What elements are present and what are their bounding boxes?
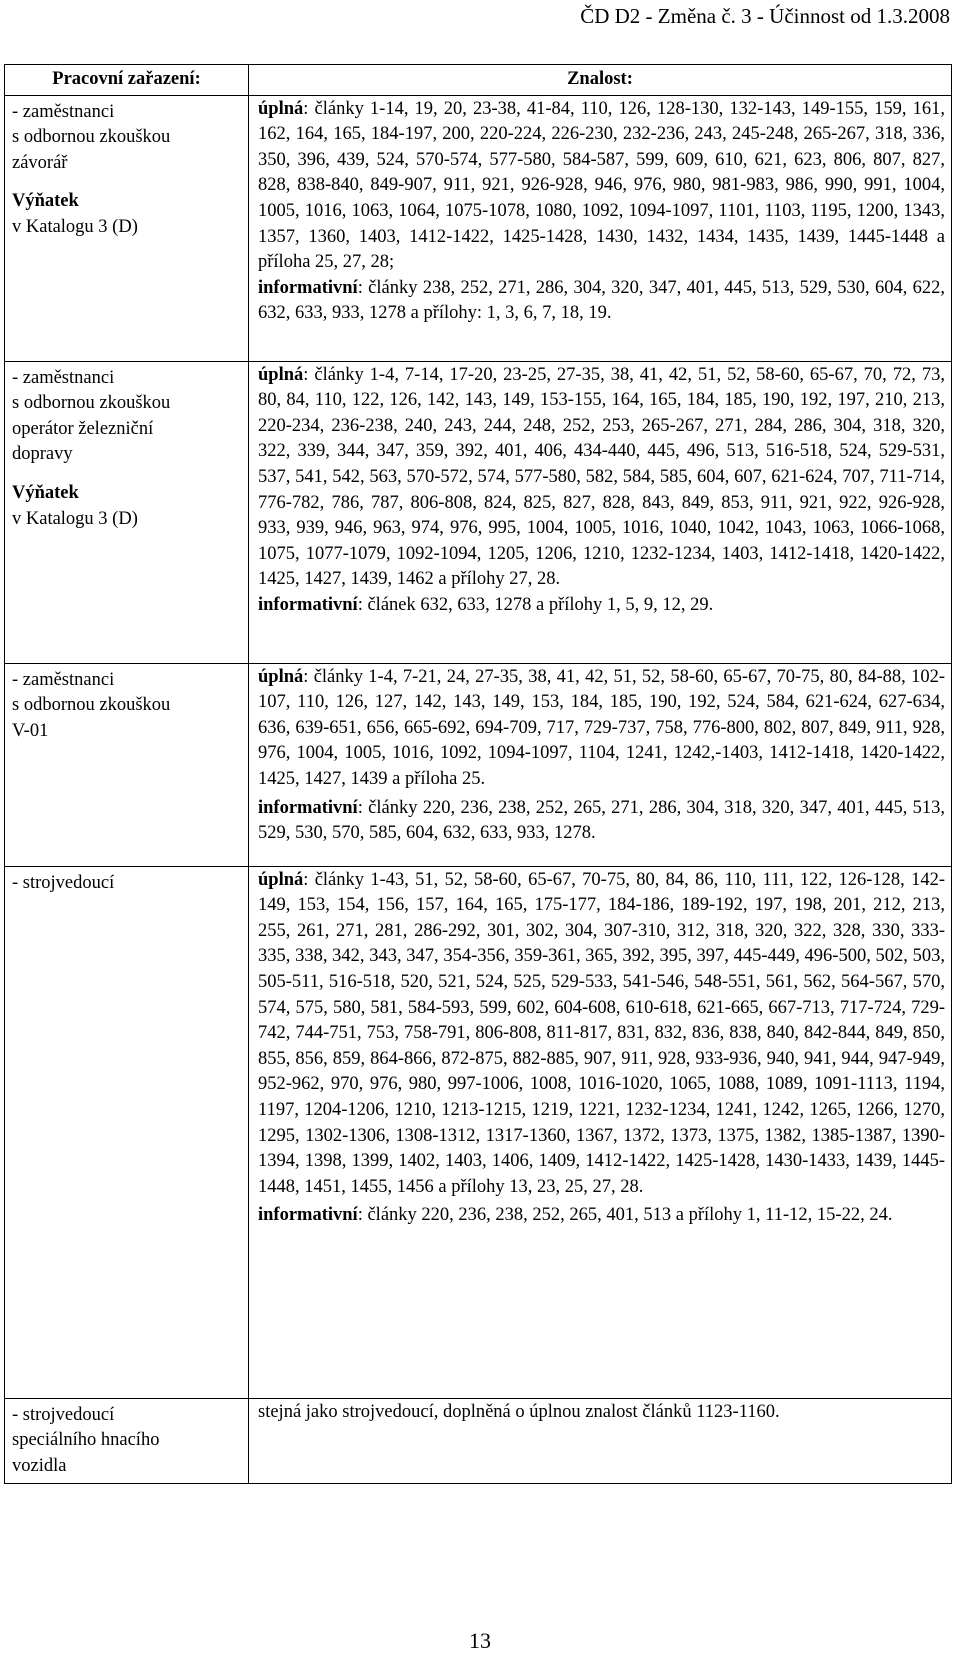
position-line: V-01 [12,720,49,741]
position-line: speciálního hnacího [12,1430,160,1451]
info-text: : články 220, 236, 238, 252, 265, 401, 513 a přílohy 1, 11-12, 15-22, 24. [357,1205,893,1226]
table-row [5,866,952,1398]
info-text: : články 238, 252, 271, 286, 304, 320, 347, 401, 445, 513, 529, 530, 604, 622, 632, 633, 933, 1278 a přílohy: 1, 3, 6, 7, 18, 19. [258,277,945,324]
position-line: - strojvedoucí [12,1404,115,1425]
position-cell [5,95,249,361]
table-row [5,663,952,866]
knowledge-cell [249,663,952,866]
col-header-knowledge: Znalost: [249,65,952,96]
position-line: s odbornou zkouškou [12,127,171,148]
position-line: - zaměstnanci [12,367,115,388]
full-text: stejná jako strojvedoucí, doplněná o úplnou znalost článků 1123-1160. [258,1401,780,1422]
col-header-position: Pracovní zařazení: [5,65,249,96]
knowledge-table [4,64,952,1484]
document-header: ČD D2 - Změna č. 3 - Účinnost od 1.3.2008 [580,4,950,28]
full-text: : články 1-14, 19, 20, 23-38, 41-84, 110, 126, 128-130, 132-143, 149-155, 159, 161, 162, 164, 165, 184-197, 200, 220-224, 226-230, 232-236, 243, 245-248, 265-267, 318, 336, 350, 396, 439, 524, 570-574, 577-580, 584-587, 599, 609, 610, 621, 623, 806, 807, 827, 828, 838-840, 849-907, 911, 921, 926-928, 946, 976, 980, 981-983, 986, 990, 991, 1004, 1005, 1016, 1063, 1064, 1075-1078, 1080, 1092, 1094-1097, 1101, 1103, 1195, 1200, 1343, 1357, 1360, 1403, 1412-1422, 1425-1428, 1430, 1432, 1434, 1435, 1439, 1445-1448 a příloha 25, 27, 28; [258,98,945,273]
position-line: operátor železniční [12,418,154,439]
position-line: s odbornou zkouškou [12,695,171,716]
position-line: závorář [12,152,68,173]
table-row [5,95,952,361]
position-line: s odbornou zkouškou [12,393,171,414]
position-cell [5,1398,249,1484]
full-label: úplná [258,869,304,890]
extract-label: Výňatek [12,482,79,503]
position-line: vozidla [12,1455,67,1476]
position-line: - strojvedoucí [12,872,115,893]
info-text: : článek 632, 633, 1278 a přílohy 1, 5, 9, 12, 29. [357,594,714,615]
position-cell [5,361,249,663]
position-line: - zaměstnanci [12,101,115,122]
knowledge-cell [249,361,952,663]
page-number: 13 [469,1628,491,1653]
knowledge-cell [249,866,952,1398]
table-header-row [5,65,952,96]
position-line: dopravy [12,444,73,465]
full-text: : články 1-4, 7-14, 17-20, 23-25, 27-35, 38, 41, 42, 51, 52, 58-60, 65-67, 70, 72, 73, 80, 84, 110, 122, 126, 142, 143, 149, 153-155, 164, 165, 184, 185, 190, 192, 197, 210, 213, 220-234, 236-238, 240, 243, 244, 248, 252, 253, 265-267, 271, 284, 286, 304, 318, 320, 322, 339, 344, 347, 359, 392, 401, 406, 434-440, 445, 496, 513, 516-518, 524, 529-531, 537, 541, 542, 563, 570-572, 574, 577-580, 582, 584, 585, 604, 607, 621-624, 707, 711-714, 776-782, 786, 787, 806-808, 824, 825, 827, 828, 843, 849, 853, 911, 921, 922, 926-928, 933, 939, 946, 963, 974, 976, 995, 1004, 1005, 1016, 1040, 1042, 1043, 1063, 1066-1068, 1075, 1077-1079, 1092-1094, 1205, 1206, 1210, 1232-1234, 1403, 1412-1418, 1420-1422, 1425, 1427, 1439, 1462 a přílohy 27, 28. [258,364,945,590]
position-line: - zaměstnanci [12,669,115,690]
position-cell [5,866,249,1398]
full-label: úplná [258,364,304,385]
extract-ref: v Katalogu 3 (D) [12,216,138,237]
full-text: : články 1-4, 7-21, 24, 27-35, 38, 41, 42, 51, 52, 58-60, 65-67, 70-75, 80, 84-88, 102-107, 110, 126, 127, 142, 143, 149, 153, 184, 185, 190, 192, 524, 584, 621-624, 627-634, 636, 639-651, 656, 665-692, 694-709, 717, 729-737, 758, 776-800, 802, 807, 849, 911, 928, 976, 1004, 1005, 1016, 1092, 1094-1097, 1104, 1241, 1242,-1403, 1412-1418, 1420-1422, 1425, 1427, 1439 a příloha 25. [258,666,945,789]
info-text: : články 220, 236, 238, 252, 265, 271, 286, 304, 318, 320, 347, 401, 445, 513, 529, 530, 570, 585, 604, 632, 633, 933, 1278. [258,797,945,844]
full-label: úplná [258,98,304,119]
extract-label: Výňatek [12,191,79,212]
info-label: informativní [258,277,358,298]
extract-ref: v Katalogu 3 (D) [12,508,138,529]
knowledge-cell [249,95,952,361]
table-row [5,1398,952,1484]
full-text: : články 1-43, 51, 52, 58-60, 65-67, 70-75, 80, 84, 86, 110, 111, 122, 126-128, 142-149, 153, 154, 156, 157, 164, 165, 175-177, 184-186, 189-192, 197, 198, 201, 212, 213, 255, 261, 271, 281, 286-292, 301, 302, 304, 307-310, 312, 318, 320, 322, 328, 330, 333-335, 338, 342, 343, 347, 354-356, 359-361, 365, 392, 395, 397, 445-449, 496-500, 502, 503, 505-511, 516-518, 520, 521, 524, 525, 529-533, 541-546, 548-551, 561, 562, 564-567, 570, 574, 575, 580, 581, 584-593, 599, 602, 604-608, 610-618, 621-665, 667-713, 717-724, 729-742, 744-751, 753, 758-791, 806-808, 811-817, 831, 832, 836, 838, 840, 842-844, 849, 850, 855, 856, 859, 864-866, 872-875, 882-885, 907, 911, 928, 933-936, 940, 941, 944, 947-949, 952-962, 970, 976, 980, 997-1006, 1008, 1016-1020, 1065, 1088, 1089, 1091-1113, 1194, 1197, 1204-1206, 1210, 1213-1215, 1219, 1221, 1232-1234, 1241, 1242, 1265, 1266, 1270, 1295, 1302-1306, 1308-1312, 1317-1360, 1367, 1372, 1373, 1375, 1382, 1385-1387, 1390-1394, 1398, 1399, 1402, 1403, 1406, 1409, 1412-1422, 1425-1428, 1430-1433, 1439, 1445-1448, 1451, 1455, 1456 a přílohy 13, 23, 25, 27, 28. [258,869,945,1197]
table-row [5,361,952,663]
info-label: informativní [258,797,358,818]
info-label: informativní [258,594,358,615]
full-label: úplná [258,666,304,687]
info-label: informativní [258,1205,358,1226]
position-cell [5,663,249,866]
knowledge-cell [249,1398,952,1484]
